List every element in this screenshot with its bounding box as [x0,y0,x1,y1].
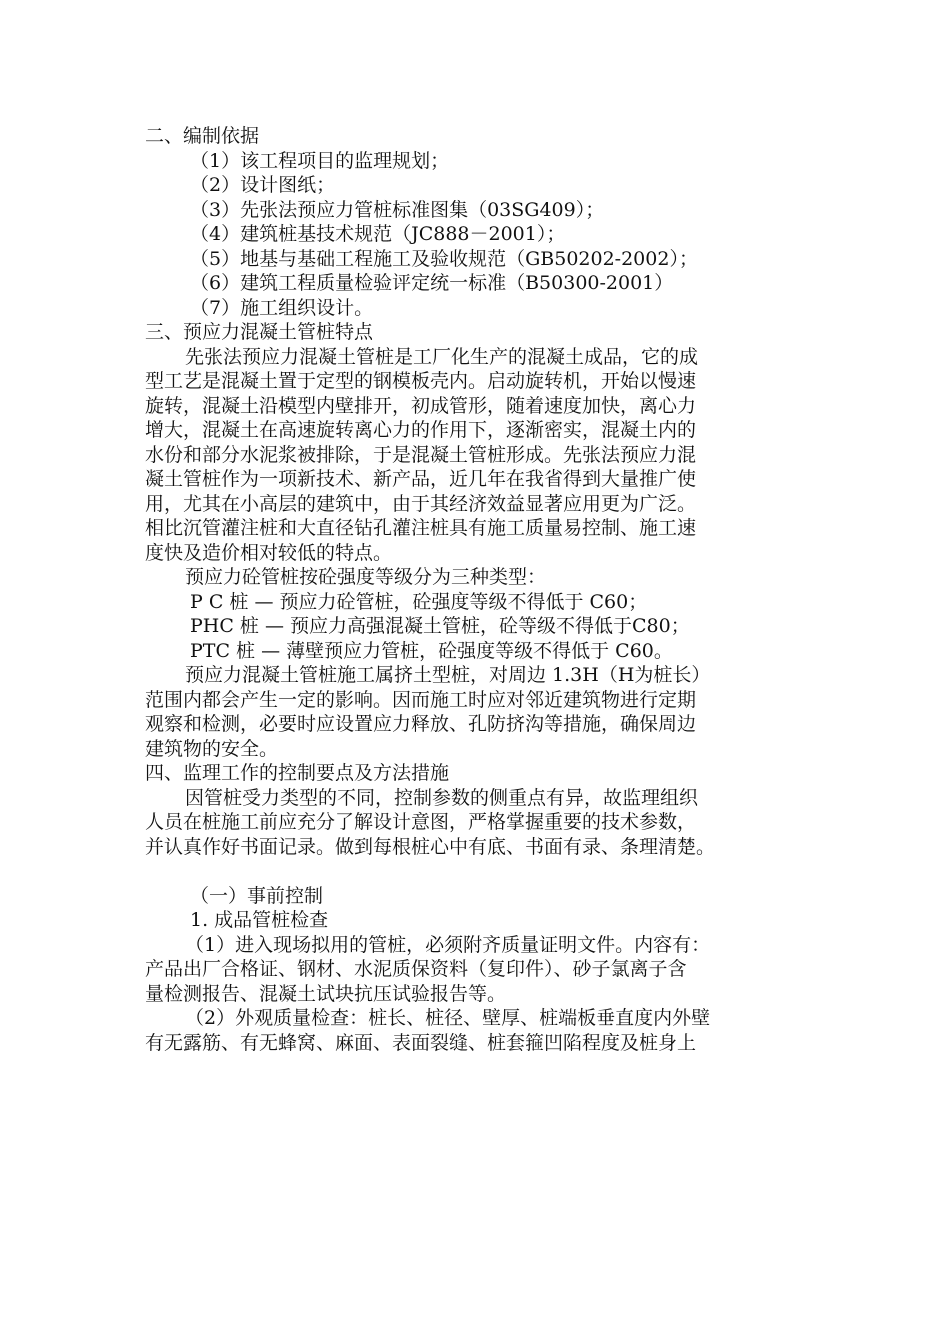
types-intro: 预应力砼管桩按砼强度等级分为三种类型： [185,566,547,588]
paragraph-line: 有无露筋、有无蜂窝、麻面、表面裂缝、桩套箍凹陷程度及桩身上 [145,1031,697,1054]
pile-type-item: P C 桩 — 预应力砼管桩，砼强度等级不得低于 C60； [190,590,648,613]
paragraph-line: （1）进入现场拟用的管桩，必须附齐质量证明文件。内容有： [185,933,711,956]
pile-type-item: PTC 桩 — 薄壁预应力管桩，砼强度等级不得低于 C60。 [190,639,673,662]
basis-item: （7）施工组织设计。 [190,296,374,319]
paragraph-line: 并认真作好书面记录。做到每根桩心中有底、书面有录、条理清楚。 [145,835,716,858]
paragraph-line: 范围内都会产生一定的影响。因而施工时应对邻近建筑物进行定期 [145,688,697,711]
basis-item: （3）先张法预应力管桩标准图集（03SG409）； [190,198,605,221]
paragraph-line: 预应力混凝土管桩施工属挤土型桩，对周边 1.3H（H为桩长） [185,664,711,686]
paragraph-line: 观察和检测，必要时应设置应力释放、孔防挤沟等措施，确保周边 [145,713,697,735]
subsection-heading: （一）事前控制 [190,884,324,907]
paragraph-line: 凝土管桩作为一项新技术、新产品，近几年在我省得到大量推广使 [145,468,697,490]
basis-item: （4）建筑桩基技术规范（JC888－2001）； [190,223,566,245]
pile-type-item: PHC 桩 — 预应力高强混凝土管桩，砼等级不得低于C80； [190,615,690,637]
paragraph-line: 旋转，混凝土沿模型内壁排开，初成管形，随着速度加快，离心力 [145,394,697,417]
paragraph-line: 因管桩受力类型的不同，控制参数的侧重点有异，故监理组织 [185,786,699,809]
section-heading-control: 四、监理工作的控制要点及方法措施 [145,762,450,784]
basis-item: （1）该工程项目的监理规划； [190,149,450,172]
paragraph-line: 度快及造价相对较低的特点。 [145,541,393,564]
basis-item: （6）建筑工程质量检验评定统一标准（B50300-2001） [190,272,674,294]
paragraph-line: 建筑物的安全。 [145,737,279,760]
basis-item: （5）地基与基础工程施工及验收规范（GB50202-2002）； [190,247,698,270]
paragraph-line: 产品出厂合格证、钢材、水泥质保资料（复印件）、砂子氯离子含 [145,958,687,980]
paragraph-line: 用，尤其在小高层的建筑中，由于其经济效益显著应用更为广泛。 [145,492,697,515]
item-heading: 1. 成品管桩检查 [190,909,329,931]
paragraph-line: 人员在桩施工前应充分了解设计意图，严格掌握重要的技术参数， [145,811,697,833]
document-page [145,124,825,1055]
paragraph-line: 相比沉管灌注桩和大直径钻孔灌注桩具有施工质量易控制、施工速 [145,517,697,539]
paragraph-line: 增大，混凝土在高速旋转离心力的作用下，逐渐密实，混凝土内的 [145,419,697,441]
blank-line [145,859,825,884]
basis-item: （2）设计图纸； [190,174,336,196]
paragraph-line: 先张法预应力混凝土管桩是工厂化生产的混凝土成品，它的成 [185,345,699,368]
paragraph-line: 量检测报告、混凝土试块抗压试验报告等。 [145,982,507,1005]
paragraph-line: （2）外观质量检查：桩长、桩径、壁厚、桩端板垂直度内外壁 [185,1007,711,1029]
paragraph-line: 型工艺是混凝土置于定型的钢模板壳内。启动旋转机，开始以慢速 [145,370,697,392]
paragraph-line: 水份和部分水泥浆被排除，于是混凝土管桩形成。先张法预应力混 [145,443,697,466]
section-heading-basis: 二、编制依据 [145,125,260,147]
section-heading-features: 三、预应力混凝土管桩特点 [145,321,374,343]
